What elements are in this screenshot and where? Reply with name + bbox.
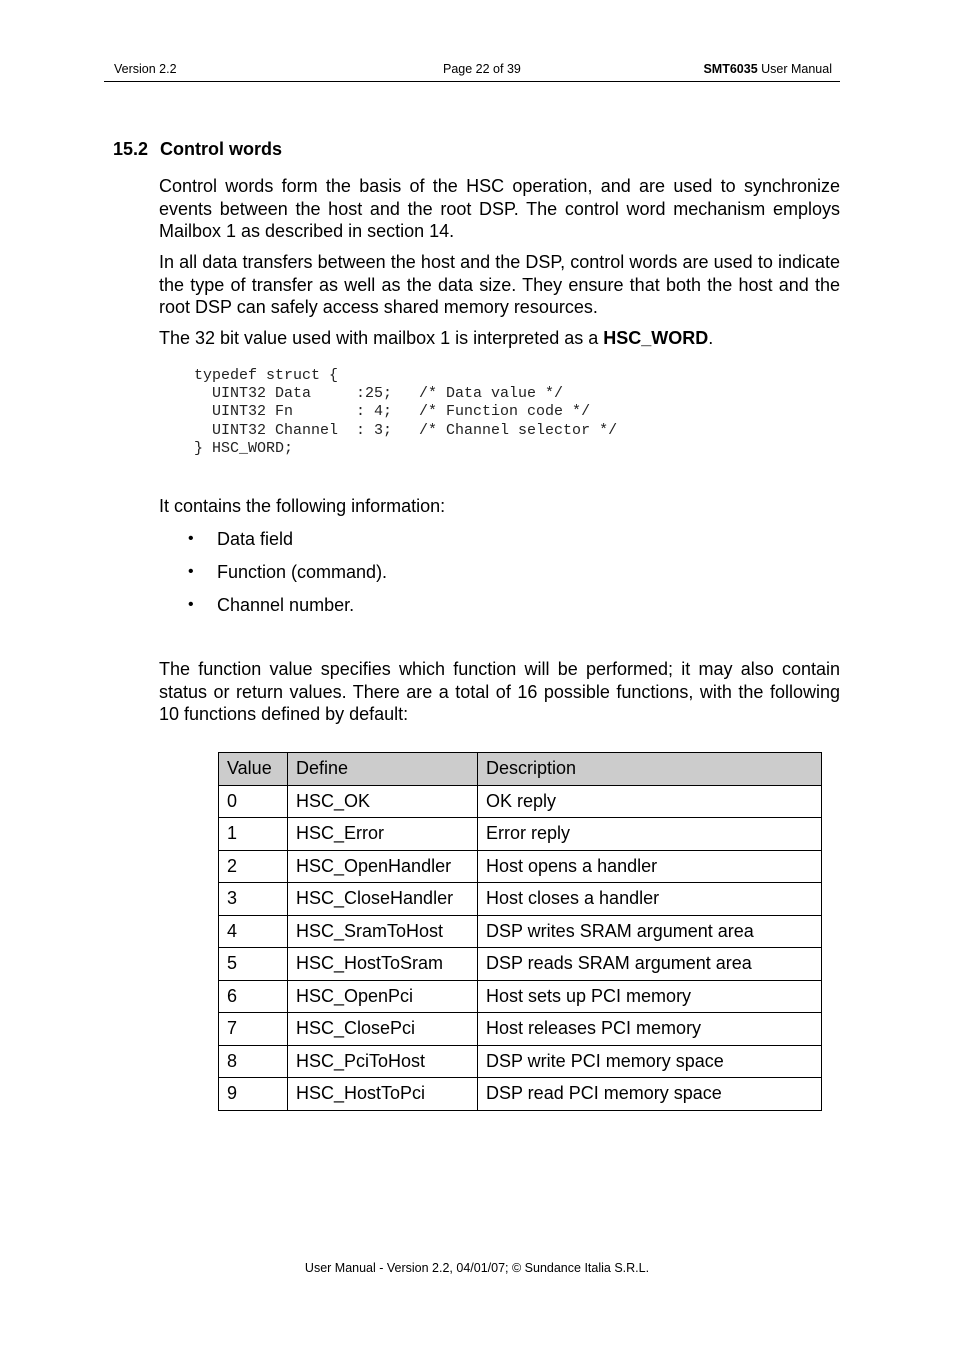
bullet-icon: • [188, 530, 194, 547]
header-version: Version 2.2 [114, 62, 177, 76]
cell-description: DSP reads SRAM argument area [478, 948, 822, 981]
section-number: 15.2 [113, 139, 149, 159]
cell-define: HSC_SramToHost [288, 915, 478, 948]
cell-description: Error reply [478, 818, 822, 851]
code-block: typedef struct { UINT32 Data :25; /* Data value */ UINT32 Fn : 4; /* Function code */ UINT32 Channel : 3; /* Channel selector */ } HSC_WORD; [194, 367, 618, 457]
cell-description: Host releases PCI memory [478, 1013, 822, 1046]
table-row [219, 1045, 822, 1078]
list-item [159, 594, 387, 627]
table-row [219, 980, 822, 1013]
cell-description: DSP writes SRAM argument area [478, 915, 822, 948]
paragraph-transfers: In all data transfers between the host and the DSP, control words are used to indicate the type of transfer as well as the data size. They ensure that both the host and the root DSP can safely access shared memory resources. [159, 252, 840, 317]
table-row [219, 1078, 822, 1111]
header-page-number: Page 22 of 39 [443, 62, 521, 76]
table-row [219, 850, 822, 883]
cell-description: Host sets up PCI memory [478, 980, 822, 1013]
col-header-value: Value [219, 753, 288, 786]
cell-value: 4 [219, 915, 288, 948]
header-product: SMT6035 [703, 62, 758, 76]
cell-description: Host opens a handler [478, 850, 822, 883]
cell-define: HSC_OpenHandler [288, 850, 478, 883]
list-item-text: Function (command). [217, 562, 388, 582]
list-item [159, 528, 387, 561]
paragraph-hsc-word [159, 327, 840, 350]
cell-description: DSP read PCI memory space [478, 1078, 822, 1111]
cell-define: HSC_HostToSram [288, 948, 478, 981]
bullet-icon: • [188, 563, 194, 580]
cell-define: HSC_CloseHandler [288, 883, 478, 916]
cell-value: 8 [219, 1045, 288, 1078]
col-header-define: Define [288, 753, 478, 786]
list-item-text: Data field [217, 529, 294, 549]
table-row [219, 1013, 822, 1046]
info-list [159, 528, 387, 627]
page-header [104, 61, 840, 82]
table-row [219, 883, 822, 916]
list-item [159, 561, 387, 594]
p3-suffix: . [708, 328, 714, 348]
bullet-icon: • [188, 596, 194, 613]
cell-description: DSP write PCI memory space [478, 1045, 822, 1078]
cell-value: 5 [219, 948, 288, 981]
header-manual: User Manual [757, 62, 832, 76]
functions-table [218, 752, 822, 1111]
cell-description: OK reply [478, 785, 822, 818]
section-heading [113, 139, 282, 160]
list-item-text: Channel number. [217, 595, 355, 615]
cell-define: HSC_PciToHost [288, 1045, 478, 1078]
table-row [219, 915, 822, 948]
p3-bold: HSC_WORD [603, 328, 709, 348]
cell-value: 7 [219, 1013, 288, 1046]
p3-prefix: The 32 bit value used with mailbox 1 is interpreted as a [159, 328, 604, 348]
table-row [219, 818, 822, 851]
cell-value: 3 [219, 883, 288, 916]
cell-define: HSC_OK [288, 785, 478, 818]
cell-value: 1 [219, 818, 288, 851]
paragraph-intro: Control words form the basis of the HSC operation, and are used to synchronize events between the host and the root DSP. The control word mechanism employs Mailbox 1 as described in section 14. [159, 176, 840, 241]
col-header-description: Description [478, 753, 822, 786]
table-header-row [219, 753, 822, 786]
table-row [219, 948, 822, 981]
cell-define: HSC_Error [288, 818, 478, 851]
cell-define: HSC_ClosePci [288, 1013, 478, 1046]
paragraph-functions: The function value specifies which function will be performed; it may also contain status or return values. There are a total of 16 possible functions, with the following 10 functions defined by default: [159, 659, 840, 724]
table-row [219, 785, 822, 818]
section-title: Control words [160, 139, 282, 159]
cell-define: HSC_OpenPci [288, 980, 478, 1013]
cell-value: 0 [219, 785, 288, 818]
page-footer: User Manual - Version 2.2, 04/01/07; © Sundance Italia S.R.L. [304, 1261, 650, 1275]
cell-value: 6 [219, 980, 288, 1013]
cell-value: 9 [219, 1078, 288, 1111]
cell-define: HSC_HostToPci [288, 1078, 478, 1111]
cell-description: Host closes a handler [478, 883, 822, 916]
cell-value: 2 [219, 850, 288, 883]
header-manual-title [703, 62, 832, 76]
paragraph-contains: It contains the following information: [159, 496, 446, 516]
